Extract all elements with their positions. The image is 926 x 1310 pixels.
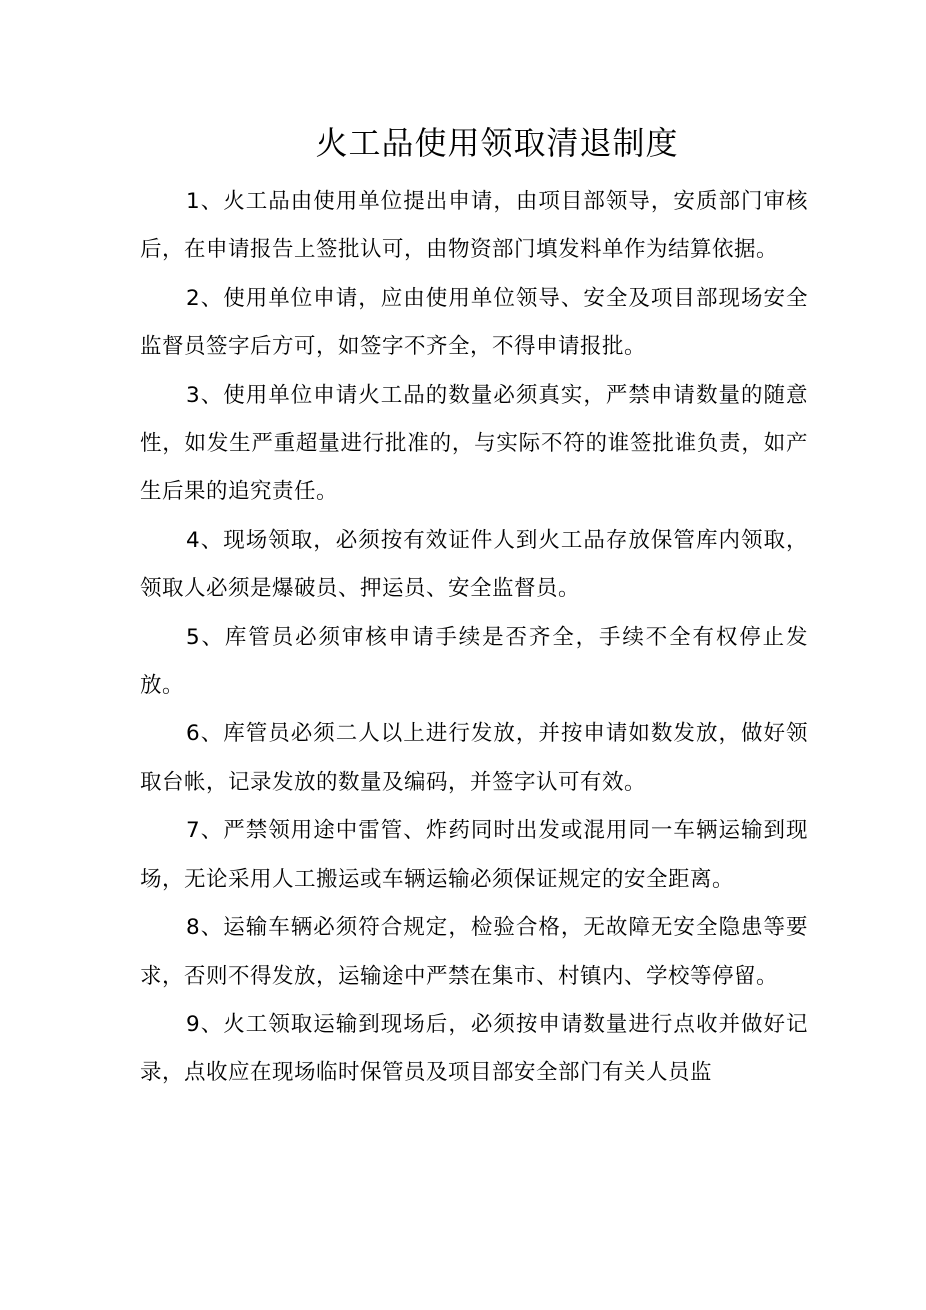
paragraph-1: 1、火工品由使用单位提出申请，由项目部领导，安质部门审核后，在申请报告上签批认可，由物资部门填发料单作为结算依据。 bbox=[140, 189, 808, 263]
document-body bbox=[140, 178, 808, 1098]
paragraph-8: 8、运输车辆必须符合规定，检验合格，无故障无安全隐患等要求，否则不得发放，运输途中严禁在集市、村镇内、学校等停留。 bbox=[140, 915, 808, 989]
document-title: 火工品使用领取清退制度 bbox=[315, 124, 679, 162]
paragraph-3: 3、使用单位申请火工品的数量必须真实，严禁申请数量的随意性，如发生严重超量进行批准的，与实际不符的谁签批谁负责，如产生后果的追究责任。 bbox=[140, 382, 808, 505]
paragraph-9: 9、火工领取运输到现场后，必须按申请数量进行点收并做好记录，点收应在现场临时保管员及项目部安全部门有关人员监 bbox=[140, 1011, 808, 1086]
paragraph-6: 6、库管员必须二人以上进行发放，并按申请如数发放，做好领取台帐，记录发放的数量及编码，并签字认可有效。 bbox=[140, 721, 808, 795]
paragraph-2: 2、使用单位申请，应由使用单位领导、安全及项目部现场安全监督员签字后方可，如签字不齐全，不得申请报批。 bbox=[140, 285, 808, 360]
paragraph-5: 5、库管员必须审核申请手续是否齐全，手续不全有权停止发放。 bbox=[140, 624, 808, 699]
paragraph-4: 4、现场领取，必须按有效证件人到火工品存放保管库内领取，领取人必须是爆破员、押运员、安全监督员。 bbox=[140, 527, 808, 602]
paragraph-7: 7、严禁领用途中雷管、炸药同时出发或混用同一车辆运输到现场，无论采用人工搬运或车辆运输必须保证规定的安全距离。 bbox=[140, 818, 808, 892]
